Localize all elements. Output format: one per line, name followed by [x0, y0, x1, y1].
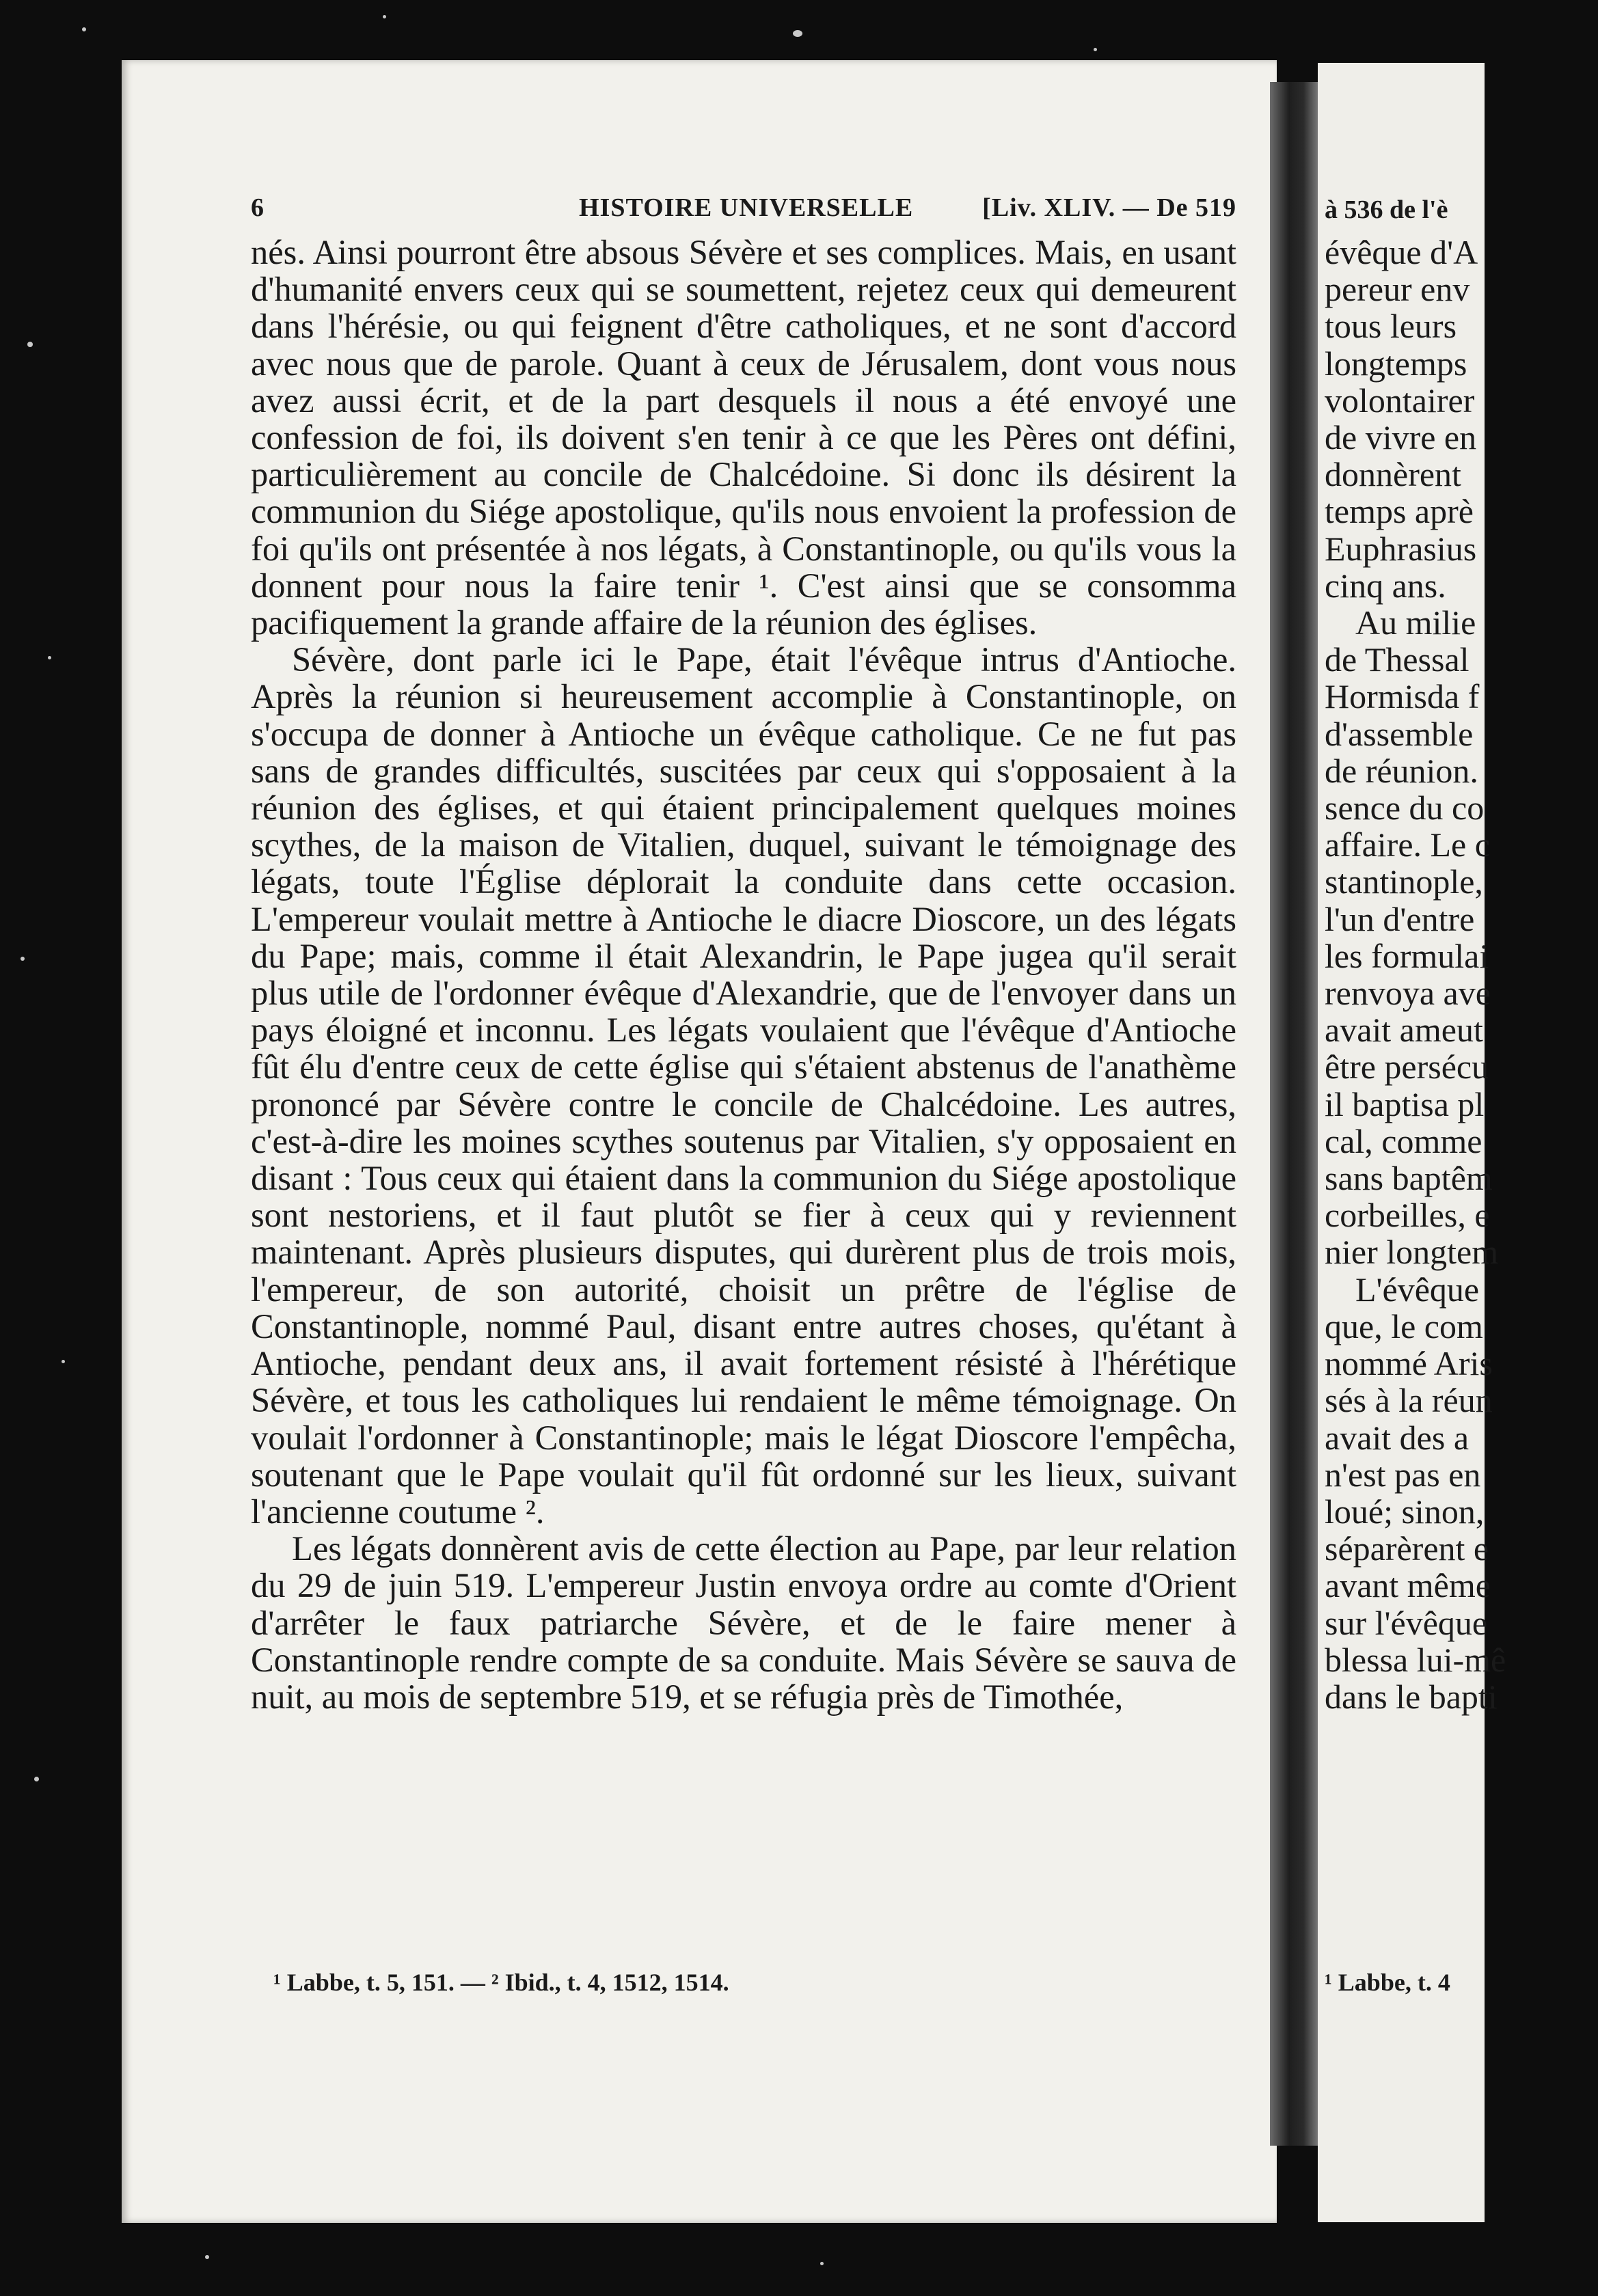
right-page-line: sur l'évêque: [1325, 1603, 1488, 1642]
right-page-line: d'assemble: [1325, 714, 1474, 753]
page-number: 6: [251, 193, 265, 222]
right-page-line: de vivre en: [1325, 418, 1477, 457]
right-page-line: cinq ans.: [1325, 566, 1446, 605]
right-footnote: ¹ Labbe, t. 4: [1325, 1969, 1450, 1996]
right-page-line: Euphrasius: [1325, 529, 1477, 568]
right-page-line: l'un d'entre: [1325, 899, 1475, 938]
running-header: [251, 186, 1236, 227]
right-page-line: dans le bapti: [1325, 1677, 1498, 1716]
right-page-text: [1325, 186, 1598, 1715]
footnotes: ¹ Labbe, t. 5, 151. — ² Ibid., t. 4, 1512, 1514.: [273, 1969, 729, 1996]
right-page-line: pereur env: [1325, 270, 1470, 309]
right-page-line: stantinople,: [1325, 862, 1483, 901]
paragraph-2: Sévère, dont parle ici le Pape, était l'évêque intrus d'Antioche. Après la réunion si heureusement accomplie à Constantinople, on s'occupa de donner à Antioche un évêque catholique. Ce ne fut pas sans de grandes difficultés, suscitées par ceux qui s'opposaient à la réunion des églises, et qui étaient principalement quelques moines scythes, de la maison de Vitalien, duquel, suivant le témoignage des légats, toute l'Église déplorait la conduite dans cette occasion. L'empereur voulait mettre à Antioche le diacre Dioscore, un des légats du Pape; mais, comme il était Alexandrin, le Pape jugea qu'il serait plus utile de l'ordonner évêque d'Alexandrie, que de l'envoyer dans un pays éloigné et inconnu. Les légats voulaient que l'évêque d'Antioche fût élu d'entre ceux de cette église qui s'étaient abstenus de l'anathème prononcé par Sévère contre le concile de Chalcédoine. Les autres, c'est-à-dire les moines scythes soutenus par Vitalien, s'y opposaient en disant : Tous ceux qui étaient dans la communion du Siége apostolique sont nestoriens, et il faut plutôt se fier à ceux qui y reviennent maintenant. Après plusieurs disputes, qui durèrent plus de trois mois, l'empereur, de son autorité, choisit un prêtre de l'église de Constantinople, nommé Paul, disant entre autres choses, qu'étant à Antioche, pendant deux ans, il avait fortement résisté à l'hérétique Sévère, et tous les catholiques lui rendaient le même témoignage. On voulait l'ordonner à Constantinople; mais le légat Dioscore l'empêcha, soutenant que le Pape voulait qu'il fût ordonné sur les lieux, suivant l'ancienne coutume ².: [251, 640, 1236, 1531]
section-range: [Liv. XLIV. — De 519: [982, 193, 1236, 222]
right-page-line: L'évêque: [1355, 1270, 1480, 1309]
right-page-line: sans baptêm: [1325, 1159, 1493, 1198]
right-page-line: cal, comme: [1325, 1121, 1482, 1160]
right-page-line: volontairer: [1325, 381, 1475, 420]
right-page-line: de réunion.: [1325, 751, 1478, 790]
right-page-line: être persécu: [1325, 1048, 1489, 1086]
right-running-header: à 536 de l'è: [1325, 195, 1448, 224]
right-page-line: loué; sinon,: [1325, 1492, 1485, 1531]
right-page-line: avait ameut: [1325, 1011, 1483, 1050]
right-page-lines: [1325, 234, 1598, 1715]
right-page-line: sence du co: [1325, 789, 1485, 828]
right-page-line: de Thessal: [1325, 640, 1470, 679]
paragraph-3: Les légats donnèrent avis de cette élection au Pape, par leur relation du 29 de juin 519. L'empereur Justin envoya ordre au comte d'Orient d'arrêter le faux patriarche Sévère, et de le faire mener à Constantinople rendre compte de sa conduite. Mais Sévère se sauva de nuit, au mois de septembre 519, et se réfugia près de Timothée,: [251, 1529, 1236, 1716]
right-page-line: renvoya ave: [1325, 974, 1491, 1013]
right-page-line: n'est pas en: [1325, 1455, 1481, 1494]
body-text: [251, 234, 1236, 1715]
right-page-line: avait des a: [1325, 1418, 1470, 1457]
right-page-line: nommé Aris: [1325, 1344, 1493, 1383]
right-page-line: que, le com: [1325, 1307, 1483, 1345]
book-title: HISTOIRE UNIVERSELLE: [579, 193, 914, 222]
right-page-line: il baptisa pl: [1325, 1084, 1485, 1123]
right-page-line: Au milie: [1355, 603, 1476, 642]
right-page-line: évêque d'A: [1325, 233, 1478, 271]
right-page-line: temps aprè: [1325, 492, 1474, 531]
right-page-line: Hormisda f: [1325, 677, 1480, 716]
right-page-line: nier longtem: [1325, 1233, 1499, 1272]
right-page-line: les formulai: [1325, 936, 1489, 975]
book-gutter: [1270, 82, 1318, 2146]
right-page-line: blessa lui-mê: [1325, 1640, 1506, 1679]
right-page-line: longtemps: [1325, 344, 1467, 383]
right-page-line: séparèrent e: [1325, 1529, 1489, 1568]
right-page-line: affaire. Le c: [1325, 825, 1490, 864]
right-page-line: corbeilles, e: [1325, 1196, 1490, 1235]
right-page-line: avant même: [1325, 1566, 1491, 1605]
right-page-line: tous leurs: [1325, 307, 1457, 346]
paragraph-1: nés. Ainsi pourront être absous Sévère et ses complices. Mais, en usant d'humanité envers ceux qui se soumettent, rejetez ceux qui demeurent dans l'hérésie, ou qui feignent d'être catholiques, et ne sont d'accord avec nous que de parole. Quant à ceux de Jérusalem, dont vous nous avez aussi écrit, et de la part desquels il nous a été envoyé une confession de foi, ils doivent s'en tenir à ce que les Pères ont défini, particulièrement au concile de Chalcédoine. Si donc ils désirent la communion du Siége apostolique, qu'ils nous envoient la profession de foi qu'ils ont présentée à nos légats, à Constantinople, ou qu'ils vous la donnent pour nous la faire tenir ¹. C'est ainsi que se consomma pacifiquement la grande affaire de la réunion des églises.: [251, 233, 1236, 642]
right-page-line: donnèrent: [1325, 455, 1461, 494]
right-page-line: sés à la réun: [1325, 1381, 1493, 1420]
